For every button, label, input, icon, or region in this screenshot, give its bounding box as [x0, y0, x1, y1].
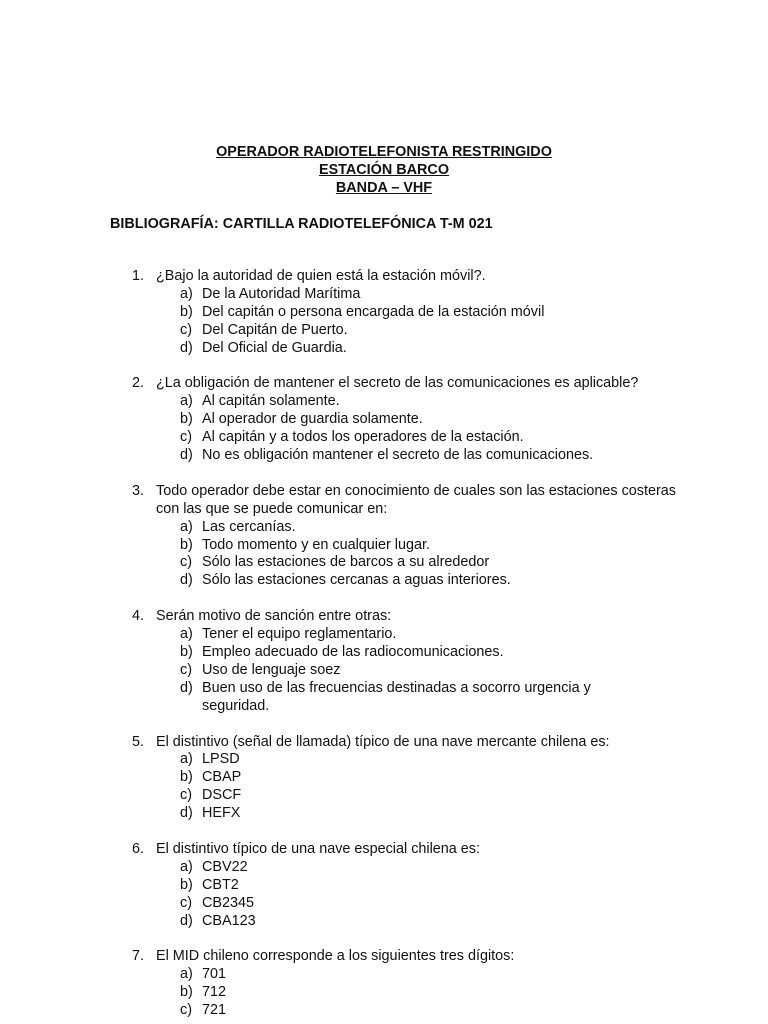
answer-option — [180, 662, 652, 680]
option-text: Del Capitán de Puerto. — [202, 321, 348, 338]
option-text: Sólo las estaciones de barcos a su alrededor — [202, 554, 490, 571]
option-text: Tener el equipo reglamentario. — [202, 626, 397, 643]
option-letter: d) — [180, 339, 193, 356]
option-text: LPSD — [202, 751, 240, 768]
answer-option — [180, 519, 652, 537]
question-number: 4. — [132, 608, 145, 625]
question-text: El distintivo típico de una nave especial chilena es: — [156, 840, 480, 857]
answer-option — [180, 537, 652, 555]
question-item — [0, 483, 768, 590]
answer-option — [180, 626, 652, 644]
option-letter: b) — [180, 876, 193, 893]
answer-option — [180, 895, 652, 913]
answer-option — [180, 572, 652, 590]
option-letter: c) — [180, 894, 192, 911]
answer-option — [180, 913, 652, 931]
option-text: 712 — [202, 984, 227, 1001]
answer-option — [180, 447, 652, 465]
question-number: 3. — [132, 482, 145, 499]
option-letter: b) — [180, 769, 193, 786]
option-letter: a) — [180, 285, 193, 302]
option-text: Del capitán o persona encargada de la estación móvil — [202, 303, 545, 320]
option-letter: c) — [180, 787, 192, 804]
option-letter: d) — [180, 447, 193, 464]
answer-option — [180, 286, 652, 304]
question-item — [0, 841, 768, 931]
question-text: ¿Bajo la autoridad de quien está la estación móvil?. — [156, 268, 486, 284]
answer-option — [180, 859, 652, 877]
option-letter: c) — [180, 554, 192, 571]
question-item — [0, 608, 768, 715]
answer-option — [180, 304, 652, 322]
option-letter: a) — [180, 518, 193, 535]
answer-option — [180, 680, 652, 716]
option-text: HEFX — [202, 805, 241, 822]
option-text: Del Oficial de Guardia. — [202, 339, 347, 356]
option-letter: c) — [180, 321, 192, 338]
option-text: 701 — [202, 966, 227, 983]
option-letter: a) — [180, 393, 193, 410]
answer-option — [180, 769, 652, 787]
answer-option — [180, 1002, 652, 1020]
header-title: OPERADOR RADIOTELEFONISTA RESTRINGIDO — [216, 144, 552, 160]
option-text: Al capitán solamente. — [202, 393, 340, 410]
option-text: CBAP — [202, 769, 242, 786]
answer-option — [180, 322, 652, 340]
option-text: CBV22 — [202, 858, 248, 875]
option-text: De la Autoridad Marítima — [202, 285, 361, 302]
answer-option — [180, 554, 652, 572]
question-item — [0, 948, 768, 1020]
question-number: 1. — [132, 268, 145, 284]
question-item — [0, 375, 768, 465]
answer-option — [180, 751, 652, 769]
option-letter: a) — [180, 626, 193, 643]
answer-option — [180, 393, 652, 411]
option-text: No es obligación mantener el secreto de las comunicaciones. — [202, 447, 594, 464]
answer-option — [180, 411, 652, 429]
option-letter: b) — [180, 411, 193, 428]
document-header — [0, 143, 768, 197]
question-text: ¿La obligación de mantener el secreto de las comunicaciones es aplicable? — [156, 375, 639, 392]
option-text: Al capitán y a todos los operadores de la estación. — [202, 429, 524, 446]
option-letter: c) — [180, 429, 192, 446]
option-letter: a) — [180, 966, 193, 983]
option-text: 721 — [202, 1002, 227, 1019]
option-text: CB2345 — [202, 894, 255, 911]
option-letter: b) — [180, 984, 193, 1001]
option-letter: d) — [180, 912, 193, 929]
option-letter: b) — [180, 303, 193, 320]
question-list — [0, 268, 768, 1024]
question-text: Serán motivo de sanción entre otras: — [156, 608, 392, 625]
question-item — [0, 734, 768, 824]
option-letter: d) — [180, 679, 193, 696]
option-letter: c) — [180, 661, 192, 678]
header-subtitle: ESTACIÓN BARCO — [318, 162, 450, 178]
option-letter: b) — [180, 536, 193, 553]
option-letter: b) — [180, 643, 193, 660]
answer-option — [180, 429, 652, 447]
question-number: 6. — [132, 840, 145, 857]
option-text: Uso de lenguaje soez — [202, 661, 341, 678]
question-text: El distintivo (señal de llamada) típico de una nave mercante chilena es: — [156, 733, 610, 750]
answer-option — [180, 805, 652, 823]
answer-option — [180, 984, 652, 1002]
option-letter: a) — [180, 751, 193, 768]
option-letter: c) — [180, 1002, 192, 1019]
answer-option — [180, 644, 652, 662]
question-item — [0, 268, 768, 358]
header-band: BANDA – VHF — [335, 180, 433, 196]
question-text: Todo operador debe estar en conocimiento de cuales son las estaciones costeras con las que se puede comunicar en: — [156, 482, 676, 517]
answer-option — [180, 787, 652, 805]
answer-option — [180, 340, 652, 358]
answer-option — [180, 966, 652, 984]
question-number: 7. — [132, 948, 145, 965]
option-text: Buen uso de las frecuencias destinadas a socorro urgencia y seguridad. — [202, 679, 591, 714]
answer-option — [180, 877, 652, 895]
option-letter: a) — [180, 858, 193, 875]
bibliography-line: BIBLIOGRAFÍA: CARTILLA RADIOTELEFÓNICA T-M 021 — [110, 216, 493, 232]
option-text: Empleo adecuado de las radiocomunicaciones. — [202, 643, 504, 660]
option-text: CBT2 — [202, 876, 239, 893]
option-text: DSCF — [202, 787, 242, 804]
option-text: Las cercanías. — [202, 518, 296, 535]
question-number: 2. — [132, 375, 145, 392]
option-text: Sólo las estaciones cercanas a aguas interiores. — [202, 572, 511, 589]
option-letter: d) — [180, 572, 193, 589]
option-text: CBA123 — [202, 912, 256, 929]
option-letter: d) — [180, 805, 193, 822]
option-text: Todo momento y en cualquier lugar. — [202, 536, 430, 553]
question-number: 5. — [132, 733, 145, 750]
option-text: Al operador de guardia solamente. — [202, 411, 423, 428]
question-text: El MID chileno corresponde a los siguientes tres dígitos: — [156, 948, 515, 965]
